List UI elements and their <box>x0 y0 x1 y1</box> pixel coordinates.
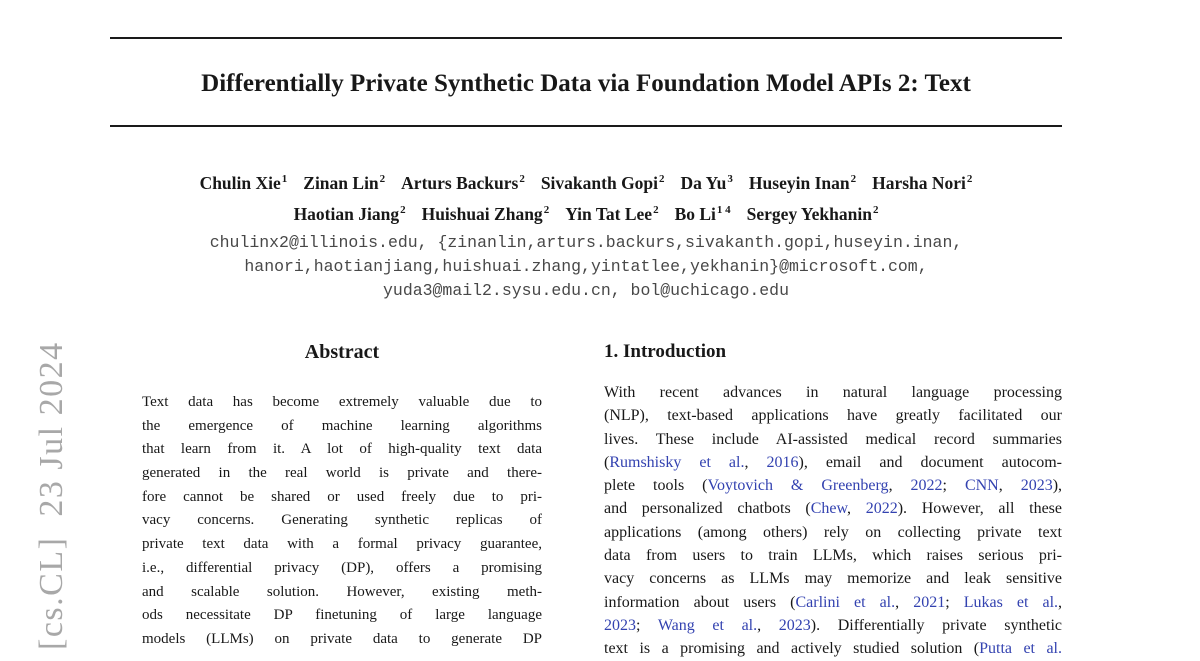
text-segment: lives. These include AI-assisted medical record summaries <box>604 430 1062 448</box>
introduction-body <box>604 381 1062 661</box>
introduction-line <box>604 544 1062 567</box>
citation-link[interactable]: 2021 <box>913 593 946 611</box>
abstract-heading: Abstract <box>304 341 380 363</box>
abstract-body <box>142 391 542 652</box>
author-name: Zinan Lin$^2$ <box>303 172 386 193</box>
author-name: Harsha Nori$^2$ <box>872 172 973 193</box>
text-segment: , <box>744 453 767 471</box>
citation-link[interactable]: 2023 <box>1020 477 1053 495</box>
author-name: Yin Tat Lee$^2$ <box>565 203 659 224</box>
citation-link[interactable]: Voytovich & Greenberg <box>707 477 889 495</box>
text-segment: ; <box>945 593 964 611</box>
introduction-line <box>604 474 1062 497</box>
text-segment: vacy concerns as LLMs may memorize and leak sensitive <box>604 570 1062 588</box>
abstract-line: and scalable solution. However, existing meth- <box>142 583 542 600</box>
text-segment: and personalized chatbots ( <box>604 500 811 518</box>
introduction-line <box>604 381 1062 404</box>
citation-link[interactable]: 2016 <box>766 453 799 471</box>
text-segment: ). Differentially private synthetic <box>810 616 1063 634</box>
text-segment: ), <box>1052 477 1063 495</box>
email-line: hanori,haotianjiang,huishuai.zhang,yintatlee,yekhanin}@microsoft.com, <box>244 257 928 276</box>
introduction-line <box>604 451 1062 474</box>
text-segment: text is a promising and actively studied solution ( <box>604 640 980 658</box>
introduction-heading: 1. Introduction <box>604 341 727 362</box>
introduction-line <box>604 497 1062 520</box>
citation-link[interactable]: Chew <box>810 500 847 518</box>
author-name: Huishuai Zhang$^2$ <box>421 203 550 224</box>
author-affiliation-marker: 3 <box>727 173 733 185</box>
author-name: Haotian Jiang$^2$ <box>293 203 406 224</box>
abstract-line: that learn from it. A lot of high-quality text data <box>142 441 542 458</box>
citation-link[interactable]: 2023 <box>778 616 811 634</box>
arxiv-stamp: [cs.CL] 23 Jul 2024 <box>33 341 70 650</box>
text-segment: ; <box>942 477 965 495</box>
abstract-line: models (LLMs) on private data to generate DP <box>142 630 542 647</box>
abstract-line: i.e., differential privacy (DP), offers a promising <box>142 559 542 576</box>
citation-link[interactable]: 2023 <box>604 616 636 634</box>
citation-link[interactable]: Rumshisky et al. <box>609 453 745 471</box>
author-name: Huseyin Inan$^2$ <box>748 172 857 193</box>
abstract-line: the emergence of machine learning algorithms <box>142 417 542 434</box>
author-affiliation-marker: 2 <box>519 173 525 185</box>
author-name: Sivakanth Gopi$^2$ <box>540 172 665 193</box>
author-affiliation-marker: 1 4 <box>716 203 731 216</box>
abstract-line: private text data with a formal privacy guarantee, <box>142 536 542 553</box>
introduction-line <box>604 567 1062 590</box>
author-affiliation-marker: 2 <box>400 203 406 216</box>
citation-link[interactable]: Lukas et al. <box>963 593 1059 611</box>
author-name: Da Yu$^3$ <box>680 172 733 193</box>
introduction-line <box>604 428 1062 451</box>
text-segment: , <box>847 500 866 518</box>
author-affiliation-marker: 2 <box>850 173 857 185</box>
email-block <box>70 231 1102 303</box>
author-affiliation-marker: 2 <box>966 173 973 185</box>
introduction-line <box>604 521 1062 544</box>
abstract-line: fore cannot be shared or used freely due to pri- <box>142 488 542 505</box>
paper-title: Differentially Private Synthetic Data via Foundation Model APIs 2: Text <box>201 70 971 97</box>
abstract-line: Text data has become extremely valuable due to <box>142 394 542 410</box>
text-segment: data from users to train LLMs, which raises serious pri- <box>604 547 1062 565</box>
abstract-line: vacy concerns. Generating synthetic replicas of <box>142 512 542 529</box>
email-line: chulinx2@illinois.edu, {zinanlin,arturs.backurs,sivakanth.gopi,huseyin.inan, <box>209 233 963 252</box>
author-lines <box>70 166 1102 228</box>
text-segment: , <box>998 477 1021 495</box>
introduction-line <box>604 637 1062 660</box>
text-segment: With recent advances in natural language processing <box>604 384 1062 401</box>
author-affiliation-marker: 2 <box>543 203 550 216</box>
abstract-line: generated in the real world is private and there- <box>142 465 542 482</box>
text-segment: ; <box>636 616 658 634</box>
author-name: Arturs Backurs$^2$ <box>401 172 525 193</box>
text-segment: ). However, all these <box>897 500 1062 518</box>
author-affiliation-marker: 1 <box>281 173 288 185</box>
author-line <box>70 166 1102 197</box>
citation-link[interactable]: 2022 <box>910 477 943 495</box>
text-segment: , <box>1058 593 1063 611</box>
author-affiliation-marker: 2 <box>653 203 659 216</box>
text-segment: , <box>757 616 779 634</box>
introduction-line <box>604 404 1062 427</box>
text-segment: ( <box>604 453 610 471</box>
author-affiliation-marker: 2 <box>659 173 665 185</box>
author-affiliation-marker: 2 <box>379 173 386 185</box>
author-name: Sergey Yekhanin$^2$ <box>746 203 879 224</box>
introduction-line <box>604 614 1062 637</box>
text-segment: (NLP), text-based applications have greatly facilitated our <box>604 407 1062 425</box>
title-rule-top <box>110 37 1062 39</box>
citation-link[interactable]: CNN <box>964 477 999 495</box>
text-segment: applications (among others) rely on collecting private text <box>604 523 1062 541</box>
citation-link[interactable]: Carlini et al. <box>795 593 896 611</box>
author-name: Chulin Xie$^1$ <box>199 172 288 193</box>
author-name: Bo $Li^{1 4}$ <box>674 203 731 224</box>
title-rule-bottom <box>110 125 1062 127</box>
citation-link[interactable]: 2022 <box>865 500 898 518</box>
email-line: yuda3@mail2.sysu.edu.cn, bol@uchicago.edu <box>383 281 789 300</box>
citation-link[interactable]: Putta et al. <box>979 640 1062 658</box>
text-segment: plete tools ( <box>604 477 708 495</box>
citation-link[interactable]: Wang et al. <box>657 616 758 634</box>
abstract-line: ods necessitate DP finetuning of large language <box>142 607 542 624</box>
author-line <box>70 197 1102 228</box>
text-segment: , <box>888 477 911 495</box>
text-segment: ), email and document autocom- <box>798 453 1063 471</box>
text-segment: , <box>895 593 914 611</box>
introduction-line <box>604 591 1062 614</box>
author-affiliation-marker: 2 <box>872 203 879 216</box>
text-segment: information about users ( <box>604 593 796 611</box>
